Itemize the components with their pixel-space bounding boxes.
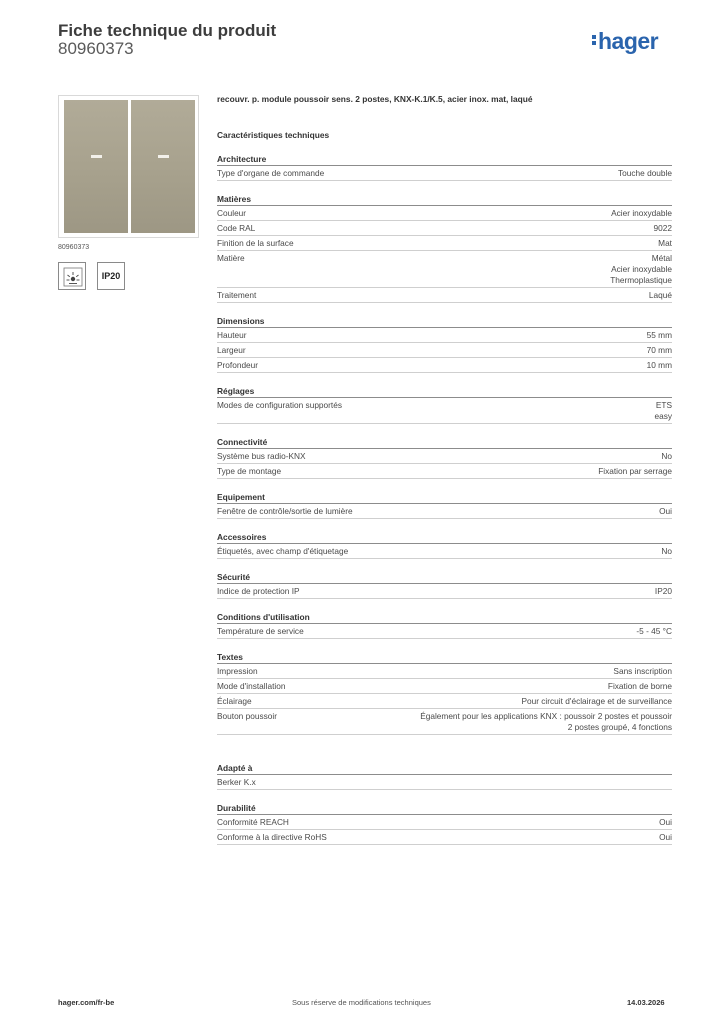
spec-label: Conformité REACH	[217, 816, 289, 827]
spec-label: Type d'organe de commande	[217, 167, 325, 178]
spec-group	[217, 652, 672, 735]
product-description: recouvr. p. module poussoir sens. 2 postes, KNX-K.1/K.5, acier inox. mat, laqué	[217, 94, 533, 104]
spec-value: Oui	[659, 505, 672, 516]
footer-website: hager.com/fr-be	[58, 998, 115, 1007]
product-image	[58, 95, 199, 238]
spec-row	[217, 288, 672, 303]
spec-value: Mat	[658, 237, 672, 248]
spec-label: Étiquetés, avec champ d'étiquetage	[217, 545, 349, 556]
spec-label: Couleur	[217, 207, 247, 218]
spec-label: Hauteur	[217, 329, 247, 340]
footer-date: 14.03.2026	[627, 998, 665, 1007]
spec-value: 70 mm	[646, 344, 672, 355]
spec-group	[217, 386, 672, 424]
spec-row	[217, 221, 672, 236]
spec-row	[217, 584, 672, 599]
spec-value: Sans inscription	[613, 665, 672, 676]
logo-text: hager	[598, 28, 659, 54]
page-title: Fiche technique du produit	[58, 21, 277, 40]
spec-value: Pour circuit d'éclairage et de surveillance	[521, 695, 672, 706]
spec-row	[217, 236, 672, 251]
footer-note: Sous réserve de modifications techniques	[292, 998, 431, 1007]
spec-group	[217, 532, 672, 559]
spec-group-title: Adapté à	[217, 763, 672, 775]
spec-group	[217, 803, 672, 845]
spec-value: 9022	[653, 222, 672, 233]
spec-label: Température de service	[217, 625, 304, 636]
spec-row	[217, 664, 672, 679]
led-window	[91, 155, 102, 158]
spec-value: -5 - 45 °C	[636, 625, 672, 636]
spec-row	[217, 830, 672, 845]
light-indicator-icon	[58, 262, 86, 290]
spec-row	[217, 166, 672, 181]
spec-group	[217, 763, 672, 790]
spec-group-title: Durabilité	[217, 803, 672, 815]
spec-label: Impression	[217, 665, 258, 676]
spec-row	[217, 504, 672, 519]
spec-value: Touche double	[618, 167, 672, 178]
spec-group-title: Equipement	[217, 492, 672, 504]
spec-row	[217, 343, 672, 358]
spec-row	[217, 544, 672, 559]
spec-row	[217, 624, 672, 639]
spec-label: Code RAL	[217, 222, 256, 233]
spec-group-title: Réglages	[217, 386, 672, 398]
spec-group-title: Matières	[217, 194, 672, 206]
rocker-left	[64, 100, 128, 233]
spec-group-title: Sécurité	[217, 572, 672, 584]
section-title: Caractéristiques techniques	[217, 130, 330, 140]
spec-value: Oui	[659, 816, 672, 827]
spec-label: Type de montage	[217, 465, 282, 476]
spec-group	[217, 154, 672, 181]
spec-label: Traitement	[217, 289, 257, 300]
spec-label: Profondeur	[217, 359, 259, 370]
spec-row	[217, 398, 672, 424]
spec-value: 55 mm	[646, 329, 672, 340]
spec-label: Finition de la surface	[217, 237, 294, 248]
spec-value: 10 mm	[646, 359, 672, 370]
spec-row	[217, 251, 672, 288]
spec-group-title: Accessoires	[217, 532, 672, 544]
spec-label: Fenêtre de contrôle/sortie de lumière	[217, 505, 353, 516]
spec-row	[217, 328, 672, 343]
spec-groups	[217, 154, 672, 845]
image-caption: 80960373	[58, 244, 90, 251]
spec-row	[217, 206, 672, 221]
spec-group-title: Dimensions	[217, 316, 672, 328]
spec-label: Largeur	[217, 344, 246, 355]
spec-value: IP20	[654, 585, 672, 596]
spec-group-title: Architecture	[217, 154, 672, 166]
spec-group	[217, 572, 672, 599]
spec-group-title: Textes	[217, 652, 672, 664]
spec-label: Éclairage	[217, 695, 252, 706]
hager-logo	[592, 28, 658, 55]
spec-group	[217, 612, 672, 639]
spec-label: Conforme à la directive RoHS	[217, 831, 327, 842]
spec-group	[217, 437, 672, 479]
product-number: 80960373	[58, 39, 134, 58]
spec-value: Acier inoxydable	[611, 207, 672, 218]
spec-label: Bouton poussoir	[217, 710, 277, 721]
spec-content	[217, 94, 672, 858]
spec-value: Métal Acier inoxydable Thermoplastique	[610, 252, 672, 285]
spec-label: Indice de protection IP	[217, 585, 300, 596]
spec-value: Fixation par serrage	[598, 465, 672, 476]
rocker-right	[131, 100, 195, 233]
spec-row	[217, 449, 672, 464]
ip-rating-badge: IP20	[97, 262, 125, 290]
spec-value: Également pour les applications KNX : poussoir 2 postes et poussoir 2 postes groupé, 4 fonctions	[420, 710, 672, 732]
spec-value: Laqué	[648, 289, 672, 300]
spec-label: Matière	[217, 252, 245, 263]
spec-label: Modes de configuration supportés	[217, 399, 342, 410]
spec-label: Berker K.x	[217, 776, 256, 787]
spec-row	[217, 709, 672, 735]
spec-group-title: Conditions d'utilisation	[217, 612, 672, 624]
logo-dots	[592, 33, 596, 47]
spec-group	[217, 194, 672, 303]
spec-label: Mode d'installation	[217, 680, 286, 691]
spec-row	[217, 464, 672, 479]
led-window	[158, 155, 169, 158]
spec-group	[217, 316, 672, 373]
spec-group	[217, 492, 672, 519]
spec-row	[217, 694, 672, 709]
spec-value: No	[661, 545, 672, 556]
spec-value: No	[661, 450, 672, 461]
spec-value: Oui	[659, 831, 672, 842]
spec-row	[217, 358, 672, 373]
spec-value: ETS easy	[654, 399, 672, 421]
spec-row	[217, 815, 672, 830]
spec-row	[217, 679, 672, 694]
spec-label: Système bus radio-KNX	[217, 450, 306, 461]
spec-row	[217, 775, 672, 790]
spec-group-title: Connectivité	[217, 437, 672, 449]
spec-value: Fixation de borne	[607, 680, 672, 691]
